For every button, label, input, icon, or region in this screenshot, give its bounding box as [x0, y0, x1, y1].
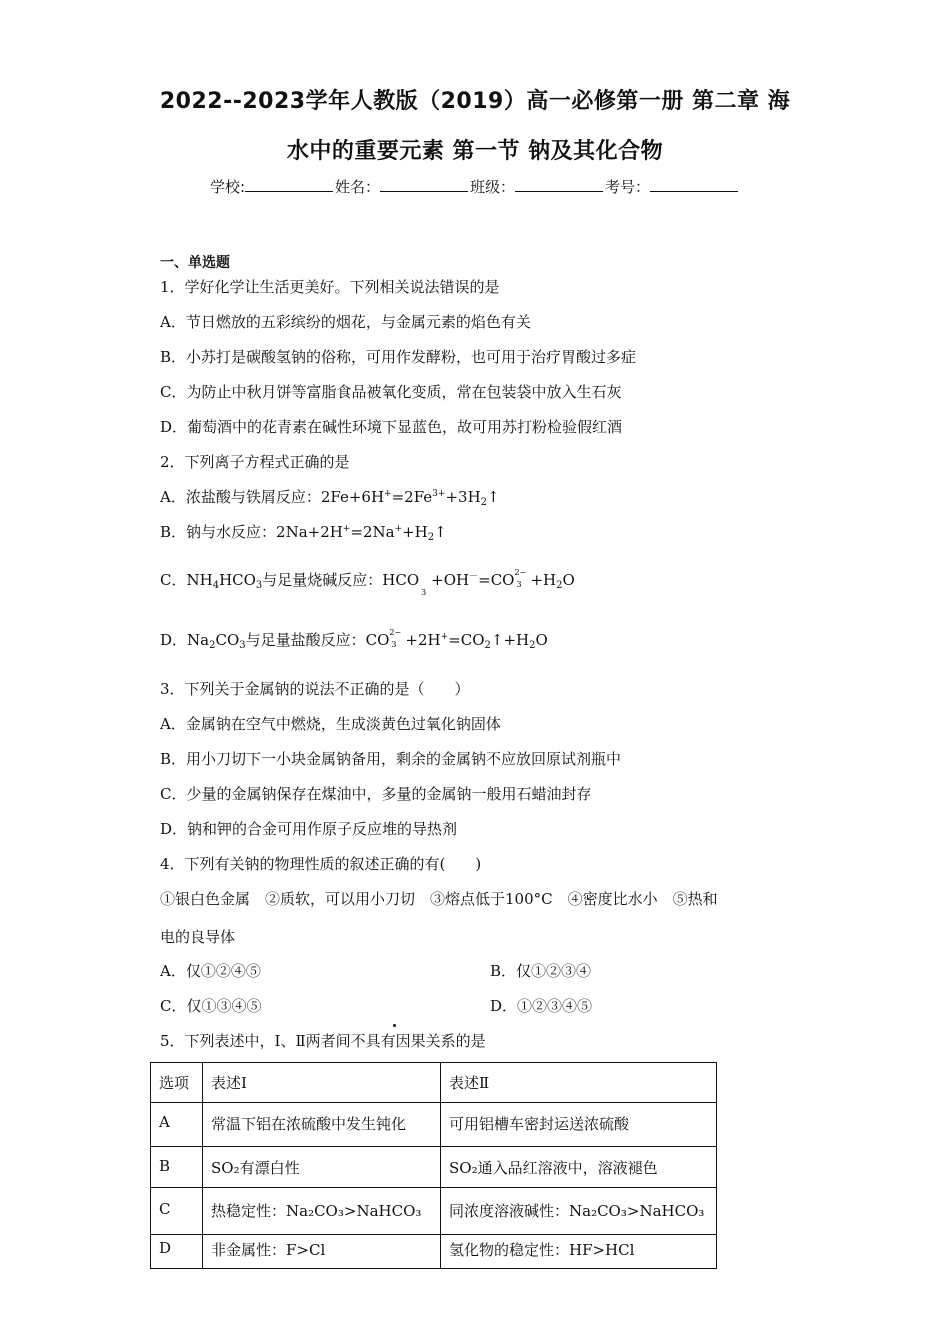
q1-option-b: B．小苏打是碳酸氢钠的俗称，可用作发酵粉，也可用于治疗胃酸过多症: [160, 348, 637, 366]
exam-no-blank[interactable]: [650, 177, 738, 192]
table-cell: D: [151, 1235, 203, 1269]
q2-option-d: D．$Na_2CO_3$与足量盐酸反应：CO 2− 3 $+2H^+=CO_2↑+H_2O$: [160, 628, 548, 651]
class-label: 班级：: [470, 178, 516, 196]
section-heading: 一、单选题: [160, 255, 230, 271]
q2-option-b: B．钠与水反应：$2Na+2H^+=2Na^++H_2↑$: [160, 523, 447, 543]
table-cell: 非金属性：F>Cl: [203, 1235, 441, 1269]
table-row: [151, 1188, 717, 1235]
exam-no-label: 考号：: [605, 178, 651, 196]
q4-items-line-1: ①银白色金属 ②质软，可以用小刀切 ③熔点低于100°C ④密度比水小 ⑤热和: [160, 890, 718, 908]
name-blank[interactable]: [380, 177, 468, 192]
table-row: [151, 1235, 717, 1269]
q4-option-a: A．仅①②④⑤: [160, 962, 261, 980]
q2-option-a: A．浓盐酸与铁屑反应：$2Fe+6H^+=2Fe^{3+}+3H_2↑$: [160, 488, 500, 508]
table-row: [151, 1147, 717, 1188]
table-header-cell: 表述Ⅰ: [203, 1063, 441, 1103]
q4-option-d: D．①②③④⑤: [490, 997, 593, 1015]
table-cell: 氢化物的稳定性：HF>HCl: [441, 1235, 717, 1269]
q1-stem: 1．学好化学让生活更美好。下列相关说法错误的是: [160, 278, 500, 296]
student-info: [0, 176, 950, 197]
table-cell: 热稳定性：Na₂CO₃>NaHCO₃: [203, 1188, 441, 1235]
title-line-1: 2022--2023学年人教版（2019）高一必修第一册 第二章 海: [159, 89, 791, 114]
name-label: 姓名：: [335, 178, 381, 196]
table-header-cell: 表述Ⅱ: [441, 1063, 717, 1103]
q1-option-a: A．节日燃放的五彩缤纷的烟花，与金属元素的焰色有关: [160, 313, 531, 331]
q5-table: [150, 1062, 717, 1269]
emphasis-dot: [393, 1024, 396, 1027]
table-header-cell: 选项: [151, 1063, 203, 1103]
table-cell: A: [151, 1103, 203, 1147]
q3-option-a: A．金属钠在空气中燃烧，生成淡黄色过氧化钠固体: [160, 715, 501, 733]
title-line-2: 水中的重要元素 第一节 钠及其化合物: [286, 139, 664, 164]
school-label: 学校:: [209, 178, 245, 196]
q5-stem: 5．下列表述中，Ⅰ、Ⅱ两者间不具有因果关系的是: [160, 1032, 486, 1050]
table-row: [151, 1103, 717, 1147]
q1-option-c: C．为防止中秋月饼等富脂食品被氧化变质，常在包装袋中放入生石灰: [160, 383, 622, 401]
q2-option-c: C．$NH_4HCO_3$与足量烧碱反应：HCO 3 +OH－=CO 2− 3 $+H_2O$: [160, 568, 575, 597]
school-blank[interactable]: [245, 177, 333, 192]
table-cell: 常温下铝在浓硫酸中发生钝化: [203, 1103, 441, 1147]
table-cell: 可用铝槽车密封运送浓硫酸: [441, 1103, 717, 1147]
table-cell: 同浓度溶液碱性：Na₂CO₃>NaHCO₃: [441, 1188, 717, 1235]
table-cell: SO₂有漂白性: [203, 1147, 441, 1188]
q3-option-c: C．少量的金属钠保存在煤油中，多量的金属钠一般用石蜡油封存: [160, 785, 592, 803]
q2-stem: 2．下列离子方程式正确的是: [160, 453, 350, 471]
q1-option-d: D．葡萄酒中的花青素在碱性环境下显蓝色，故可用苏打粉检验假红酒: [160, 418, 623, 436]
q4-option-c: C．仅①③④⑤: [160, 997, 262, 1015]
table-cell: C: [151, 1188, 203, 1235]
table-cell: SO₂通入品红溶液中，溶液褪色: [441, 1147, 717, 1188]
table-cell: B: [151, 1147, 203, 1188]
q3-stem: 3．下列关于金属钠的说法不正确的是（ ）: [160, 680, 470, 698]
q4-items-line-2: 电的良导体: [160, 928, 236, 946]
q4-option-b: B．仅①②③④: [490, 962, 592, 980]
class-blank[interactable]: [515, 177, 603, 192]
table-header-row: [151, 1063, 717, 1103]
q4-stem: 4．下列有关钠的物理性质的叙述正确的有( ): [160, 855, 482, 873]
q3-option-d: D．钠和钾的合金可用作原子反应堆的导热剂: [160, 820, 458, 838]
q3-option-b: B．用小刀切下一小块金属钠备用，剩余的金属钠不应放回原试剂瓶中: [160, 750, 622, 768]
